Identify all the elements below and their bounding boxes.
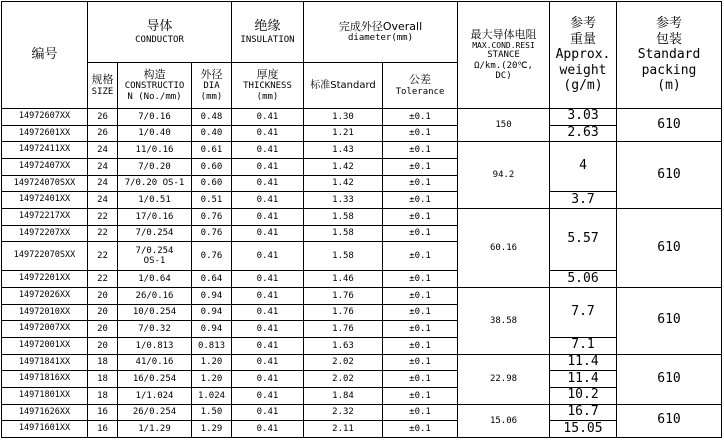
construction-cell: 10/0.254 [118,304,192,321]
thickness-cell: 0.41 [232,175,304,192]
id-header: 编号 [2,2,88,109]
size-cell: 18 [88,354,118,371]
construction-cell: 17/0.16 [118,208,192,225]
size-cell: 24 [88,192,118,209]
tolerance-cell: ±0.1 [383,142,458,159]
packing-header: 参考 包装 Standard packing (m) [617,2,722,109]
model-number-cell: 14971816XX [2,371,88,388]
weight-cell: 11.4 [550,354,617,371]
weight-cell: 5.57 [550,208,617,270]
construction-cell: 7/0.20 [118,158,192,175]
standard-cell: 1.46 [304,271,383,288]
packing-cell: 610 [617,404,722,437]
standard-cell: 1.76 [304,288,383,305]
standard-cell: 1.42 [304,175,383,192]
tolerance-cell: ±0.1 [383,225,458,242]
table-row [2,404,722,421]
model-number-cell: 14971841XX [2,354,88,371]
dia-cell: 1.50 [192,404,232,421]
table-row [2,192,722,209]
size-cell: 26 [88,125,118,142]
resistance-cell: 60.16 [458,208,550,287]
dia-cell: 0.76 [192,208,232,225]
table-row [2,125,722,142]
model-number-cell: 14972407XX [2,158,88,175]
size-cell: 18 [88,387,118,404]
thickness-cell: 0.41 [232,109,304,126]
size-cell: 16 [88,404,118,421]
model-number-cell: 14972607XX [2,109,88,126]
weight-cell: 3.03 [550,109,617,126]
construction-cell [118,242,192,271]
size-cell: 20 [88,288,118,305]
standard-cell: 1.76 [304,304,383,321]
conductor-header: 导体 CONDUCTOR [88,2,232,63]
model-number-cell: 14972007XX [2,321,88,338]
weight-cell: 4 [550,142,617,192]
thickness-cell: 0.41 [232,288,304,305]
weight-cell: 16.7 [550,404,617,421]
model-number-cell: 14972001XX [2,338,88,355]
thickness-cell: 0.41 [232,404,304,421]
construction-cell: 7/0.32 [118,321,192,338]
dia-header: 外径 DIA (mm) [192,63,232,109]
dia-cell: 1.20 [192,371,232,388]
model-number-cell: 14972217XX [2,208,88,225]
dia-cell: 1.024 [192,387,232,404]
weight-cell: 2.63 [550,125,617,142]
table-row [2,142,722,159]
model-number-cell: 14972601XX [2,125,88,142]
dia-cell: 0.94 [192,321,232,338]
standard-cell: 2.11 [304,421,383,438]
size-header: 规格 SIZE [88,63,118,109]
table-row [2,338,722,355]
thickness-cell: 0.41 [232,354,304,371]
size-cell: 20 [88,338,118,355]
standard-cell: 1.42 [304,158,383,175]
table-row [2,271,722,288]
size-cell: 20 [88,304,118,321]
size-cell: 24 [88,158,118,175]
resistance-cell: 38.58 [458,288,550,355]
thickness-cell: 0.41 [232,387,304,404]
standard-cell: 1.43 [304,142,383,159]
thickness-cell: 0.41 [232,321,304,338]
thickness-cell: 0.41 [232,242,304,271]
size-cell: 22 [88,208,118,225]
size-cell: 20 [88,321,118,338]
tolerance-cell: ±0.1 [383,338,458,355]
resistance-cell: 94.2 [458,142,550,209]
conductor-spec-table [1,1,722,438]
tolerance-cell: ±0.1 [383,158,458,175]
tolerance-cell: ±0.1 [383,208,458,225]
tolerance-cell: ±0.1 [383,354,458,371]
tolerance-header: 公差 Tolerance [383,63,458,109]
model-number-cell: 14972401XX [2,192,88,209]
model-number-cell: 14971601XX [2,421,88,438]
table-row [2,109,722,126]
standard-cell: 2.02 [304,354,383,371]
weight-cell: 10.2 [550,387,617,404]
construction-cell: 41/0.16 [118,354,192,371]
weight-cell: 11.4 [550,371,617,388]
weight-cell: 5.06 [550,271,617,288]
model-number-cell: 14972207XX [2,225,88,242]
standard-cell: 1.76 [304,321,383,338]
dia-cell: 0.64 [192,271,232,288]
packing-cell: 610 [617,208,722,287]
weight-cell: 7.7 [550,288,617,338]
tolerance-cell: ±0.1 [383,175,458,192]
tolerance-cell: ±0.1 [383,371,458,388]
construction-cell: 7/0.254 [118,225,192,242]
standard-cell: 1.63 [304,338,383,355]
table-row [2,421,722,438]
standard-cell: 1.21 [304,125,383,142]
packing-cell: 610 [617,109,722,142]
model-number-cell: 14972201XX [2,271,88,288]
construction-line: 7/0.254 [135,245,174,256]
dia-cell: 0.48 [192,109,232,126]
thickness-cell: 0.41 [232,371,304,388]
size-cell: 26 [88,109,118,126]
tolerance-cell: ±0.1 [383,321,458,338]
table-row [2,208,722,225]
size-cell: 16 [88,421,118,438]
dia-cell: 0.76 [192,225,232,242]
standard-cell: 1.58 [304,242,383,271]
construction-cell: 1/1.024 [118,387,192,404]
construction-cell: 7/0.16 [118,109,192,126]
tolerance-cell: ±0.1 [383,304,458,321]
construction-cell: 26/0.254 [118,404,192,421]
tolerance-cell: ±0.1 [383,387,458,404]
resistance-header: 最大导体电阻 MAX.COND.RESI STANCE Ω/km.(20℃, DC) [458,2,550,109]
dia-cell: 0.76 [192,242,232,271]
tolerance-cell: ±0.1 [383,404,458,421]
construction-cell: 11/0.16 [118,142,192,159]
size-cell: 18 [88,371,118,388]
thickness-cell: 0.41 [232,271,304,288]
dia-cell: 0.813 [192,338,232,355]
standard-cell: 1.58 [304,225,383,242]
thickness-cell: 0.41 [232,192,304,209]
table-row [2,354,722,371]
dia-cell: 0.40 [192,125,232,142]
model-number-cell: 14971801XX [2,387,88,404]
thickness-cell: 0.41 [232,304,304,321]
model-number-cell: 14971626XX [2,404,88,421]
table-row [2,387,722,404]
standard-cell: 1.30 [304,109,383,126]
model-number-cell: 149722070SXX [2,242,88,271]
weight-cell: 7.1 [550,338,617,355]
thickness-cell: 0.41 [232,225,304,242]
construction-header: 构造 CONSTRUCTIO N (No./mm) [118,63,192,109]
resistance-cell: 22.98 [458,354,550,404]
thickness-cell: 0.41 [232,208,304,225]
tolerance-cell: ±0.1 [383,271,458,288]
dia-cell: 0.60 [192,158,232,175]
construction-cell: 16/0.254 [118,371,192,388]
tolerance-cell: ±0.1 [383,109,458,126]
construction-cell: 1/0.51 [118,192,192,209]
standard-cell: 1.84 [304,387,383,404]
construction-cell: 1/0.813 [118,338,192,355]
table-body [2,109,722,438]
weight-cell: 3.7 [550,192,617,209]
thickness-cell: 0.41 [232,158,304,175]
thickness-cell: 0.41 [232,338,304,355]
construction-cell: 1/1.29 [118,421,192,438]
model-number-cell: 14972026XX [2,288,88,305]
standard-cell: 1.33 [304,192,383,209]
dia-cell: 1.20 [192,354,232,371]
construction-cell: 1/0.40 [118,125,192,142]
tolerance-cell: ±0.1 [383,242,458,271]
standard-header: 标准Standard [304,63,383,109]
resistance-cell: 150 [458,109,550,142]
thickness-cell: 0.41 [232,125,304,142]
packing-cell: 610 [617,288,722,355]
weight-header: 参考 重量 Approx. weight (g/m) [550,2,617,109]
tolerance-cell: ±0.1 [383,125,458,142]
construction-cell: 26/0.16 [118,288,192,305]
model-number-cell: 14972010XX [2,304,88,321]
dia-cell: 1.29 [192,421,232,438]
size-cell: 22 [88,242,118,271]
table-row [2,371,722,388]
packing-cell: 610 [617,142,722,209]
construction-cell: 7/0.20 OS-1 [118,175,192,192]
tolerance-cell: ±0.1 [383,288,458,305]
thickness-cell: 0.41 [232,142,304,159]
tolerance-cell: ±0.1 [383,421,458,438]
size-cell: 22 [88,271,118,288]
model-number-cell: 14972411XX [2,142,88,159]
thickness-cell: 0.41 [232,421,304,438]
size-cell: 22 [88,225,118,242]
construction-line: OS-1 [143,256,166,267]
overall-diameter-header: 完成外径Overall diameter(mm) [304,2,458,63]
size-cell: 24 [88,175,118,192]
packing-cell: 610 [617,354,722,404]
dia-cell: 0.94 [192,304,232,321]
standard-cell: 2.32 [304,404,383,421]
thickness-header: 厚度 THICKNESS (mm) [232,63,304,109]
dia-cell: 0.61 [192,142,232,159]
resistance-cell: 15.06 [458,404,550,437]
standard-cell: 1.58 [304,208,383,225]
standard-cell: 2.02 [304,371,383,388]
dia-cell: 0.60 [192,175,232,192]
construction-cell: 1/0.64 [118,271,192,288]
model-number-cell: 149724070SXX [2,175,88,192]
tolerance-cell: ±0.1 [383,192,458,209]
insulation-header: 绝缘 INSULATION [232,2,304,63]
size-cell: 24 [88,142,118,159]
weight-cell: 15.05 [550,421,617,438]
dia-cell: 0.94 [192,288,232,305]
table-row [2,288,722,305]
dia-cell: 0.51 [192,192,232,209]
